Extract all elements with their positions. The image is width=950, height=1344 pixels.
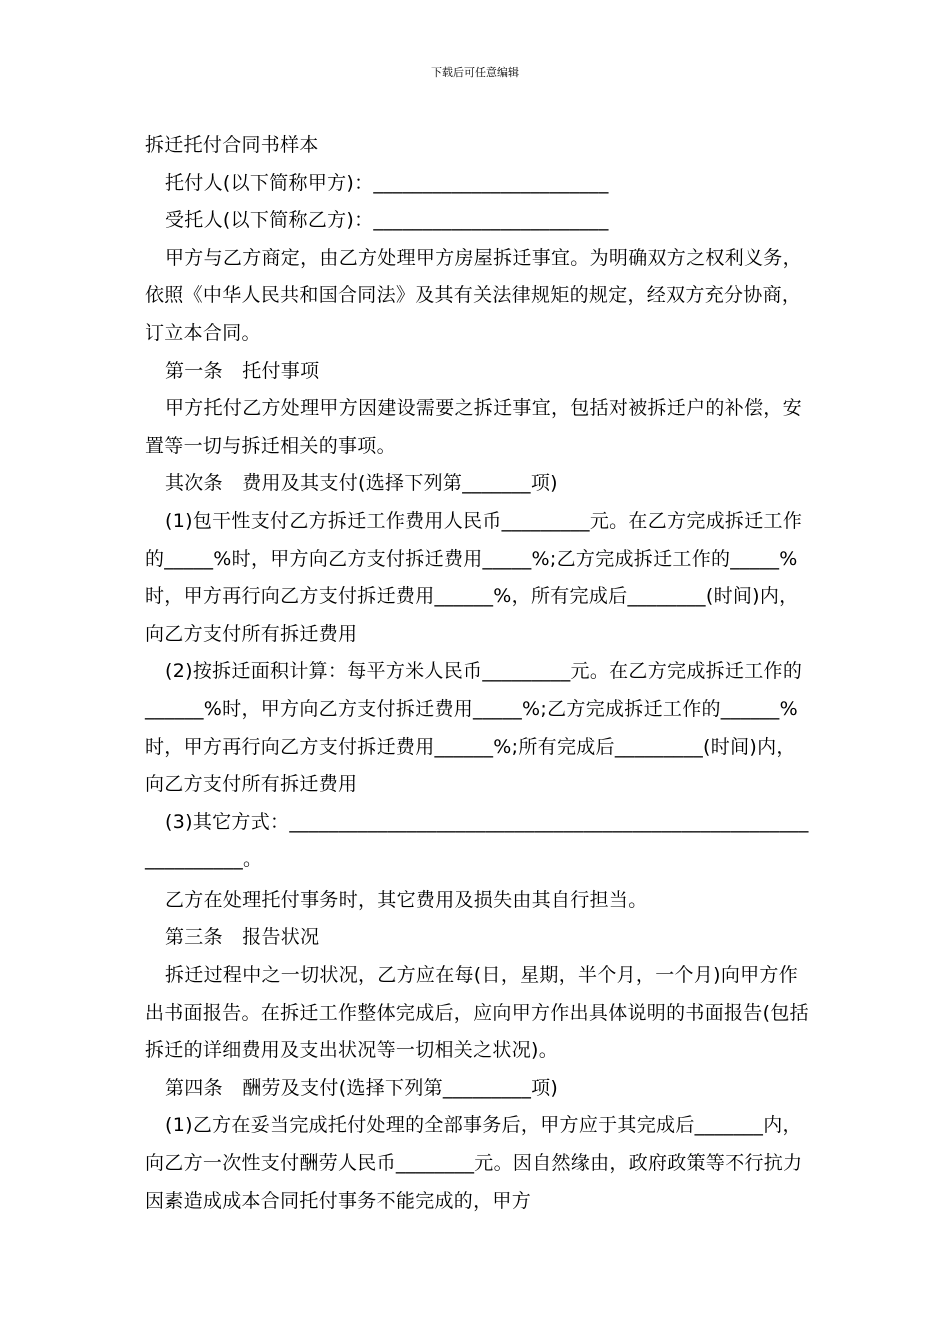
article-2-option-2: (2)按拆迁面积计算：每平方米人民币_________元。在乙方完成拆迁工作的______%时，甲方向乙方支付拆迁费用_____%;乙方完成拆迁工作的______%时，甲方再行向乙方支付拆迁费用______%;所有完成后_________(时间)内，向乙方支付所有拆迁费用 [145, 660, 803, 796]
article-3-body: 拆迁过程中之一切状况，乙方应在每(日，星期，半个月，一个月)向甲方作出书面报告。在拆迁工作整体完成后，应向甲方作出具体说明的书面报告(包括拆迁的详细费用及支出状况等一切相关之状况)。 [145, 964, 809, 1062]
article-4-heading: 第四条 酬劳及支付(选择下列第_________项) [165, 1076, 559, 1099]
agent-party-line: 受托人(以下简称乙方)：________________________ [165, 209, 609, 232]
document-body [145, 127, 809, 1220]
preamble-paragraph: 甲方与乙方商定，由乙方处理甲方房屋拆迁事宜。为明确双方之权利义务，依照《中华人民共和国合同法》及其有关法律规矩的规定，经双方充分协商，订立本合同。 [145, 246, 802, 344]
article-4-option-1: (1)乙方在妥当完成托付处理的全部事务后，甲方应于其完成后_______内，向乙方一次性支付酬劳人民币________元。因自然缘由，政府政策等不行抗力因素造成成本合同托付事务不能完成的，甲方 [145, 1114, 803, 1212]
article-2-option-3: (3)其它方式：_______________________________________________________________。 [145, 810, 809, 871]
article-2-heading: 其次条 费用及其支付(选择下列第_______项) [165, 472, 558, 495]
article-2-expenses-note: 乙方在处理托付事务时，其它费用及损失由其自行担当。 [165, 888, 648, 911]
principal-party-line: 托付人(以下简称甲方)：________________________ [165, 171, 609, 194]
page-header-note: 下载后可任意编辑 [431, 66, 519, 79]
article-1-body: 甲方托付乙方处理甲方因建设需要之拆迁事宜，包括对被拆迁户的补偿，安置等一切与拆迁相关的事项。 [145, 397, 802, 457]
article-1-heading: 第一条 托付事项 [165, 359, 320, 382]
document-title: 拆迁托付合同书样本 [145, 134, 319, 156]
article-3-heading: 第三条 报告状况 [165, 926, 320, 949]
article-2-option-1: (1)包干性支付乙方拆迁工作费用人民币_________元。在乙方完成拆迁工作的_____%时，甲方向乙方支付拆迁费用_____%;乙方完成拆迁工作的_____%时，甲方再行向乙方支付拆迁费用______%，所有完成后________(时间)内，向乙方支付所有拆迁费用 [145, 509, 803, 645]
